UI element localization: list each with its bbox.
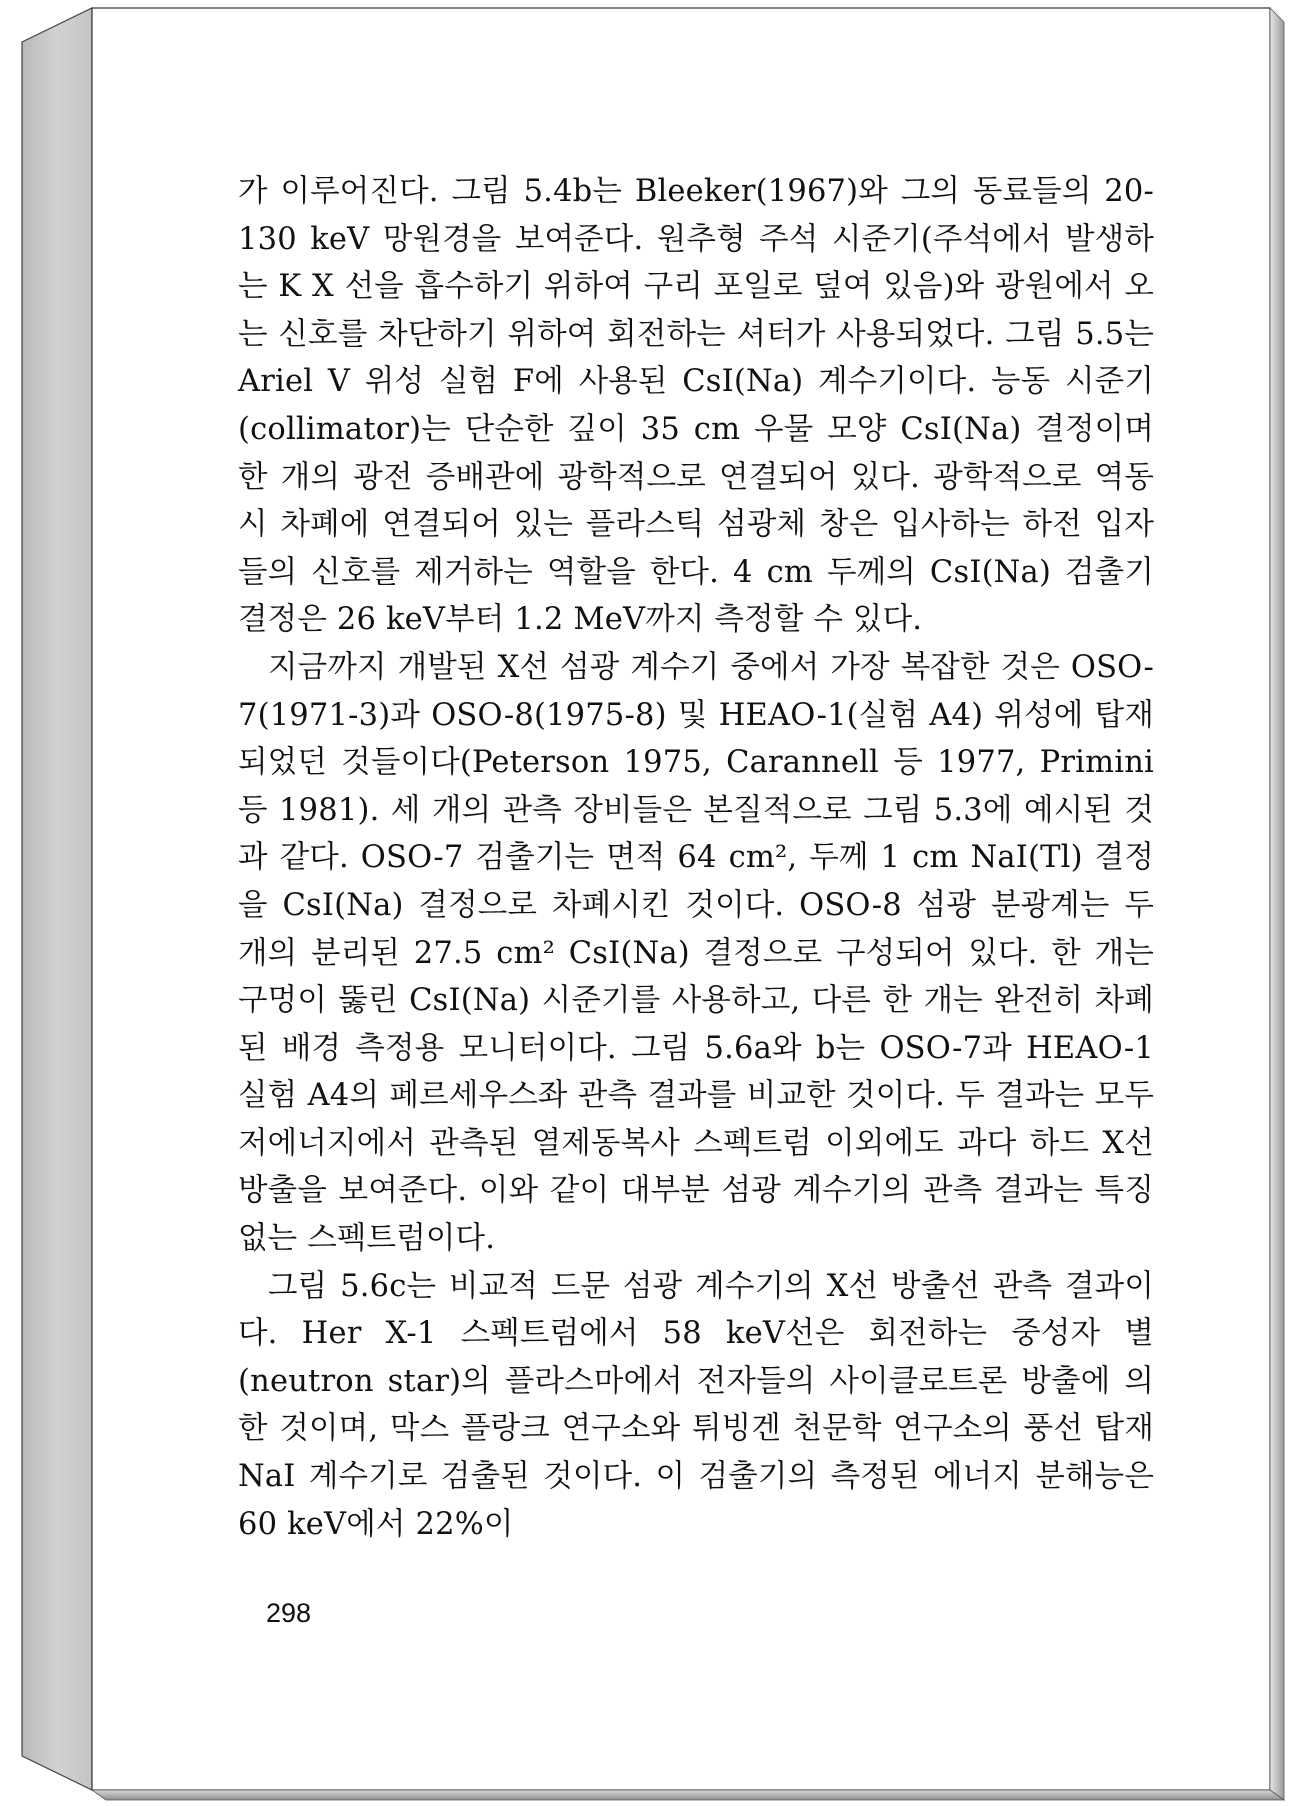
page-edge-bottom <box>92 1790 1284 1800</box>
page-number: 298 <box>266 1598 312 1628</box>
paragraph-3: 그림 5.6c는 비교적 드문 섬광 계수기의 X선 방출선 관측 결과이다. Her X-1 스펙트럼에서 58 keV선은 회전하는 중성자 별(neutron star)의 플라스마에서 전자들의 사이클로트론 방출에 의한 것이며, 막스 플랑크 연구소와 튀빙겐 천문학 연구소의 풍선 탑재 NaI 계수기로 검출된 것이다. 이 검출기의 측정된 에너지 분해능은 60 keV에서 22%이 <box>238 1268 1154 1542</box>
paragraph-2: 지금까지 개발된 X선 섬광 계수기 중에서 가장 복잡한 것은 OSO-7(1971-3)과 OSO-8(1975-8) 및 HEAO-1(실험 A4) 위성에 탑재 되었던 것들이다(Peterson 1975, Carannell 등 1977, Primini 등 1981). 세 개의 관측 장비들은 본질적으로 그림 5.3에 예시된 것과 같다. OSO-7 검출기는 면적 64 cm², 두께 1 cm NaI(Tl) 결정을 CsI(Na) 결정으로 차폐시킨 것이다. OSO-8 섬광 분광계는 두 개의 분리된 27.5 cm² CsI(Na) 결정으로 구성되어 있다. 한 개는 구멍이 뚫린 CsI(Na) 시준기를 사용하고, 다른 한 개는 완전히 차폐된 배경 측정용 모니터이다. 그림 5.6a와 b는 OSO-7과 HEAO-1 실험 A4의 페르세우스좌 관측 결과를 비교한 것이다. 두 결과는 모두 저에너지에서 관측된 열제동복사 스펙트럼 이외에도 과다 하드 X선 방출을 보여준다. 이와 같이 대부분 섬광 계수기의 관측 결과는 특징없는 스펙트럼이다. <box>238 649 1154 1257</box>
body-text <box>238 168 1154 1548</box>
paragraph-1: 가 이루어진다. 그림 5.4b는 Bleeker(1967)와 그의 동료들의 20-130 keV 망원경을 보여준다. 원추형 주석 시준기(주석에서 발생하는 K X 선을 흡수하기 위하여 구리 포일로 덮여 있음)와 광원에서 오는 신호를 차단하기 위하여 회전하는 셔터가 사용되었다. 그림 5.5는 Ariel V 위성 실험 F에 사용된 CsI(Na) 계수기이다. 능동 시준기(collimator)는 단순한 깊이 35 cm 우물 모양 CsI(Na) 결정이며 한 개의 광전 증배관에 광학적으로 연결되어 있다. 광학적으로 역동시 차폐에 연결되어 있는 플라스틱 섬광체 창은 입사하는 하전 입자들의 신호를 제거하는 역할을 한다. 4 cm 두께의 CsI(Na) 검출기 결정은 26 keV부터 1.2 MeV까지 측정할 수 있다. <box>238 174 1154 638</box>
page-edge-right <box>1270 8 1284 1800</box>
book-spine <box>22 8 92 1790</box>
